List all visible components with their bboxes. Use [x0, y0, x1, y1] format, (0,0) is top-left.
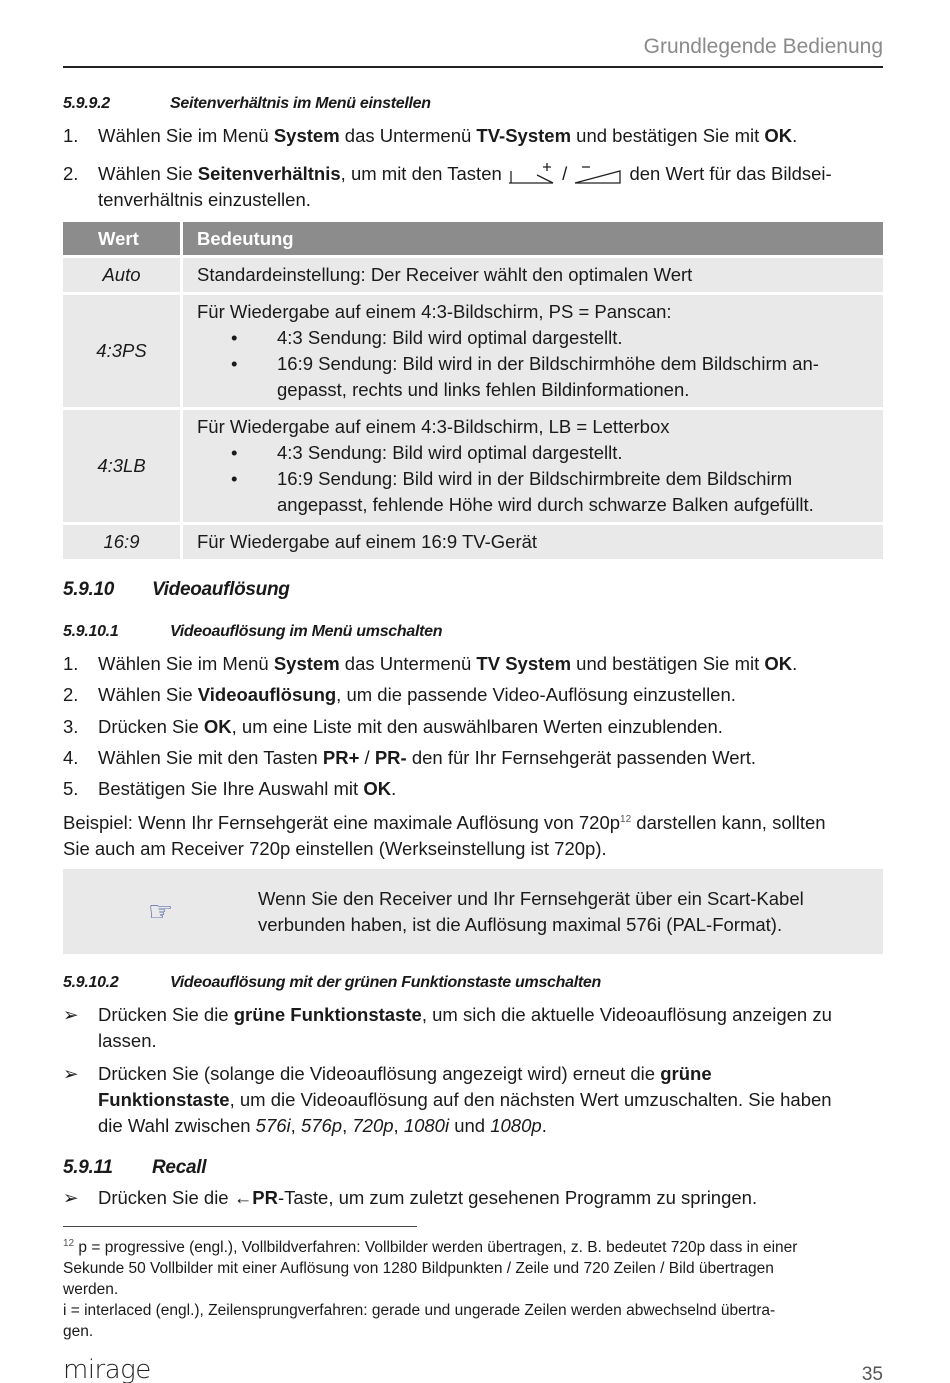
- table-header-row: Wert Bedeutung: [63, 222, 883, 255]
- table-row: 4:3LB Für Wiedergabe auf einem 4:3-Bildschirm, LB = Letterbox • 4:3 Sendung: Bild wird optimal dargestellt. • 16:9 Sendung: Bild wird in der Bildschirmbreite dem Bildschirm angepasst, fehlende Höhe wird durch schwarze Balken aufgefüllt.: [63, 410, 883, 522]
- list-item: • 16:9 Sendung: Bild wird in der Bildschirmbreite dem Bildschirm angepasst, fehlende Höhe wird durch schwarze Balken aufgefüllt.: [231, 468, 814, 515]
- step-1: 1. Wählen Sie im Menü System das Untermenü TV System und bestätigen Sie mit OK.: [63, 653, 798, 674]
- footnote-ref[interactable]: 12: [620, 813, 632, 825]
- footnote-divider: [63, 1226, 417, 1227]
- arrow-bullet-icon: ➢: [63, 1187, 79, 1208]
- section-heading-5-9-9-2: 5.9.9.2 Seitenverhältnis im Menü einstellen: [63, 95, 431, 112]
- arrow-bullet-icon: ➢: [63, 1063, 79, 1084]
- aspect-ratio-table: [63, 219, 883, 562]
- volume-up-key-icon: [507, 163, 557, 187]
- example-paragraph: Beispiel: Wenn Ihr Fernsehgerät eine maximale Auflösung von $720p^{12}$ darstellen kann, sollten Sie auch am Receiver 720p einstellen (Werkseinstellung ist 720p).: [63, 812, 826, 859]
- step-2: 2. Wählen Sie Videoauflösung, um die passende Video-Auflösung einzustellen.: [63, 684, 736, 705]
- section-heading-5-9-10: 5.9.10 Videoauflösung: [63, 579, 290, 600]
- pointing-hand-icon: ☞: [147, 895, 174, 927]
- volume-down-key-icon: [572, 163, 624, 187]
- footnote: $^{12}$ p = progressive (engl.), Vollbildverfahren: Vollbilder werden übertragen, z. B. bedeutet 720p dass in einer Sekunde 50 Vollbilder mit einer Auflösung von 1280 Bildpunkten / Zeile und 720 Zeilen / Bild übertragen werden. i = interlaced (engl.), Zeilensprungverfahren: gerade und ungerade Zeilen werden abwechselnd übertra- gen.: [63, 1237, 798, 1340]
- list-item: ➢ Drücken Sie die ←PR-Taste, um zum zuletzt gesehenen Programm zu springen.: [63, 1185, 883, 1211]
- step-4: 4. Wählen Sie mit den Tasten PR+ / PR- den für Ihr Fernsehgerät passenden Wert.: [63, 747, 756, 768]
- section-heading-5-9-11: 5.9.11 Recall: [63, 1157, 207, 1178]
- brand-logo: mirage: [63, 1355, 151, 1383]
- section-heading-5-9-10-1: 5.9.10.1 Videoauflösung im Menü umschalten: [63, 623, 443, 640]
- list-item: • 16:9 Sendung: Bild wird in der Bildschirmhöhe dem Bildschirm an- gepasst, rechts und links fehlen Bildinformationen.: [231, 353, 819, 400]
- running-header: Grundlegende Bedienung: [63, 34, 883, 68]
- step-5: 5. Bestätigen Sie Ihre Auswahl mit OK.: [63, 778, 397, 799]
- step-3: 3. Drücken Sie OK, um eine Liste mit den auswählbaren Werten einzublenden.: [63, 716, 723, 737]
- step-2: 2. Wählen Sie Seitenverhältnis, um mit den Tasten / den Wert für das Bildsei- tenverhältnis einzustellen.: [63, 163, 832, 211]
- section-heading-5-9-10-2: 5.9.10.2 Videoauflösung mit der grünen Funktionstaste umschalten: [63, 974, 601, 991]
- aspect-ratio-table-wrap: [63, 219, 883, 562]
- list-item: • 4:3 Sendung: Bild wird optimal dargestellt.: [231, 442, 623, 463]
- table-row: Auto Standardeinstellung: Der Receiver wählt den optimalen Wert: [63, 258, 883, 292]
- list-item: ➢ Drücken Sie die grüne Funktionstaste, um sich die aktuelle Videoauflösung anzeigen zu lassen.: [63, 1002, 883, 1054]
- list-item: • 4:3 Sendung: Bild wird optimal dargestellt.: [231, 327, 623, 348]
- info-note: ☞ Wenn Sie den Receiver und Ihr Fernsehgerät über ein Scart-Kabel verbunden haben, ist die Auflösung maximal 576i (PAL-Format).: [63, 869, 883, 954]
- table-row: 16:9 Für Wiedergabe auf einem 16:9 TV-Gerät: [63, 525, 883, 559]
- table-row: 4:3PS Für Wiedergabe auf einem 4:3-Bildschirm, PS = Panscan: • 4:3 Sendung: Bild wird optimal dargestellt. • 16:9 Sendung: Bild wird in der Bildschirmhöhe dem Bildschirm an- gepasst, rechts und links fehlen Bildinformationen.: [63, 295, 883, 407]
- arrow-bullet-icon: ➢: [63, 1004, 79, 1025]
- list-item: ➢ Drücken Sie (solange die Videoauflösung angezeigt wird) erneut die grüne Funktionstaste, um die Videoauflösung auf den nächsten Wert umzuschalten. Sie haben die Wahl zwischen 576i, 576p, 720p, 1080i und 1080p.: [63, 1061, 883, 1139]
- page-number: 35: [861, 1364, 883, 1383]
- step-1: 1. Wählen Sie im Menü System das Untermenü TV-System und bestätigen Sie mit OK.: [63, 125, 798, 146]
